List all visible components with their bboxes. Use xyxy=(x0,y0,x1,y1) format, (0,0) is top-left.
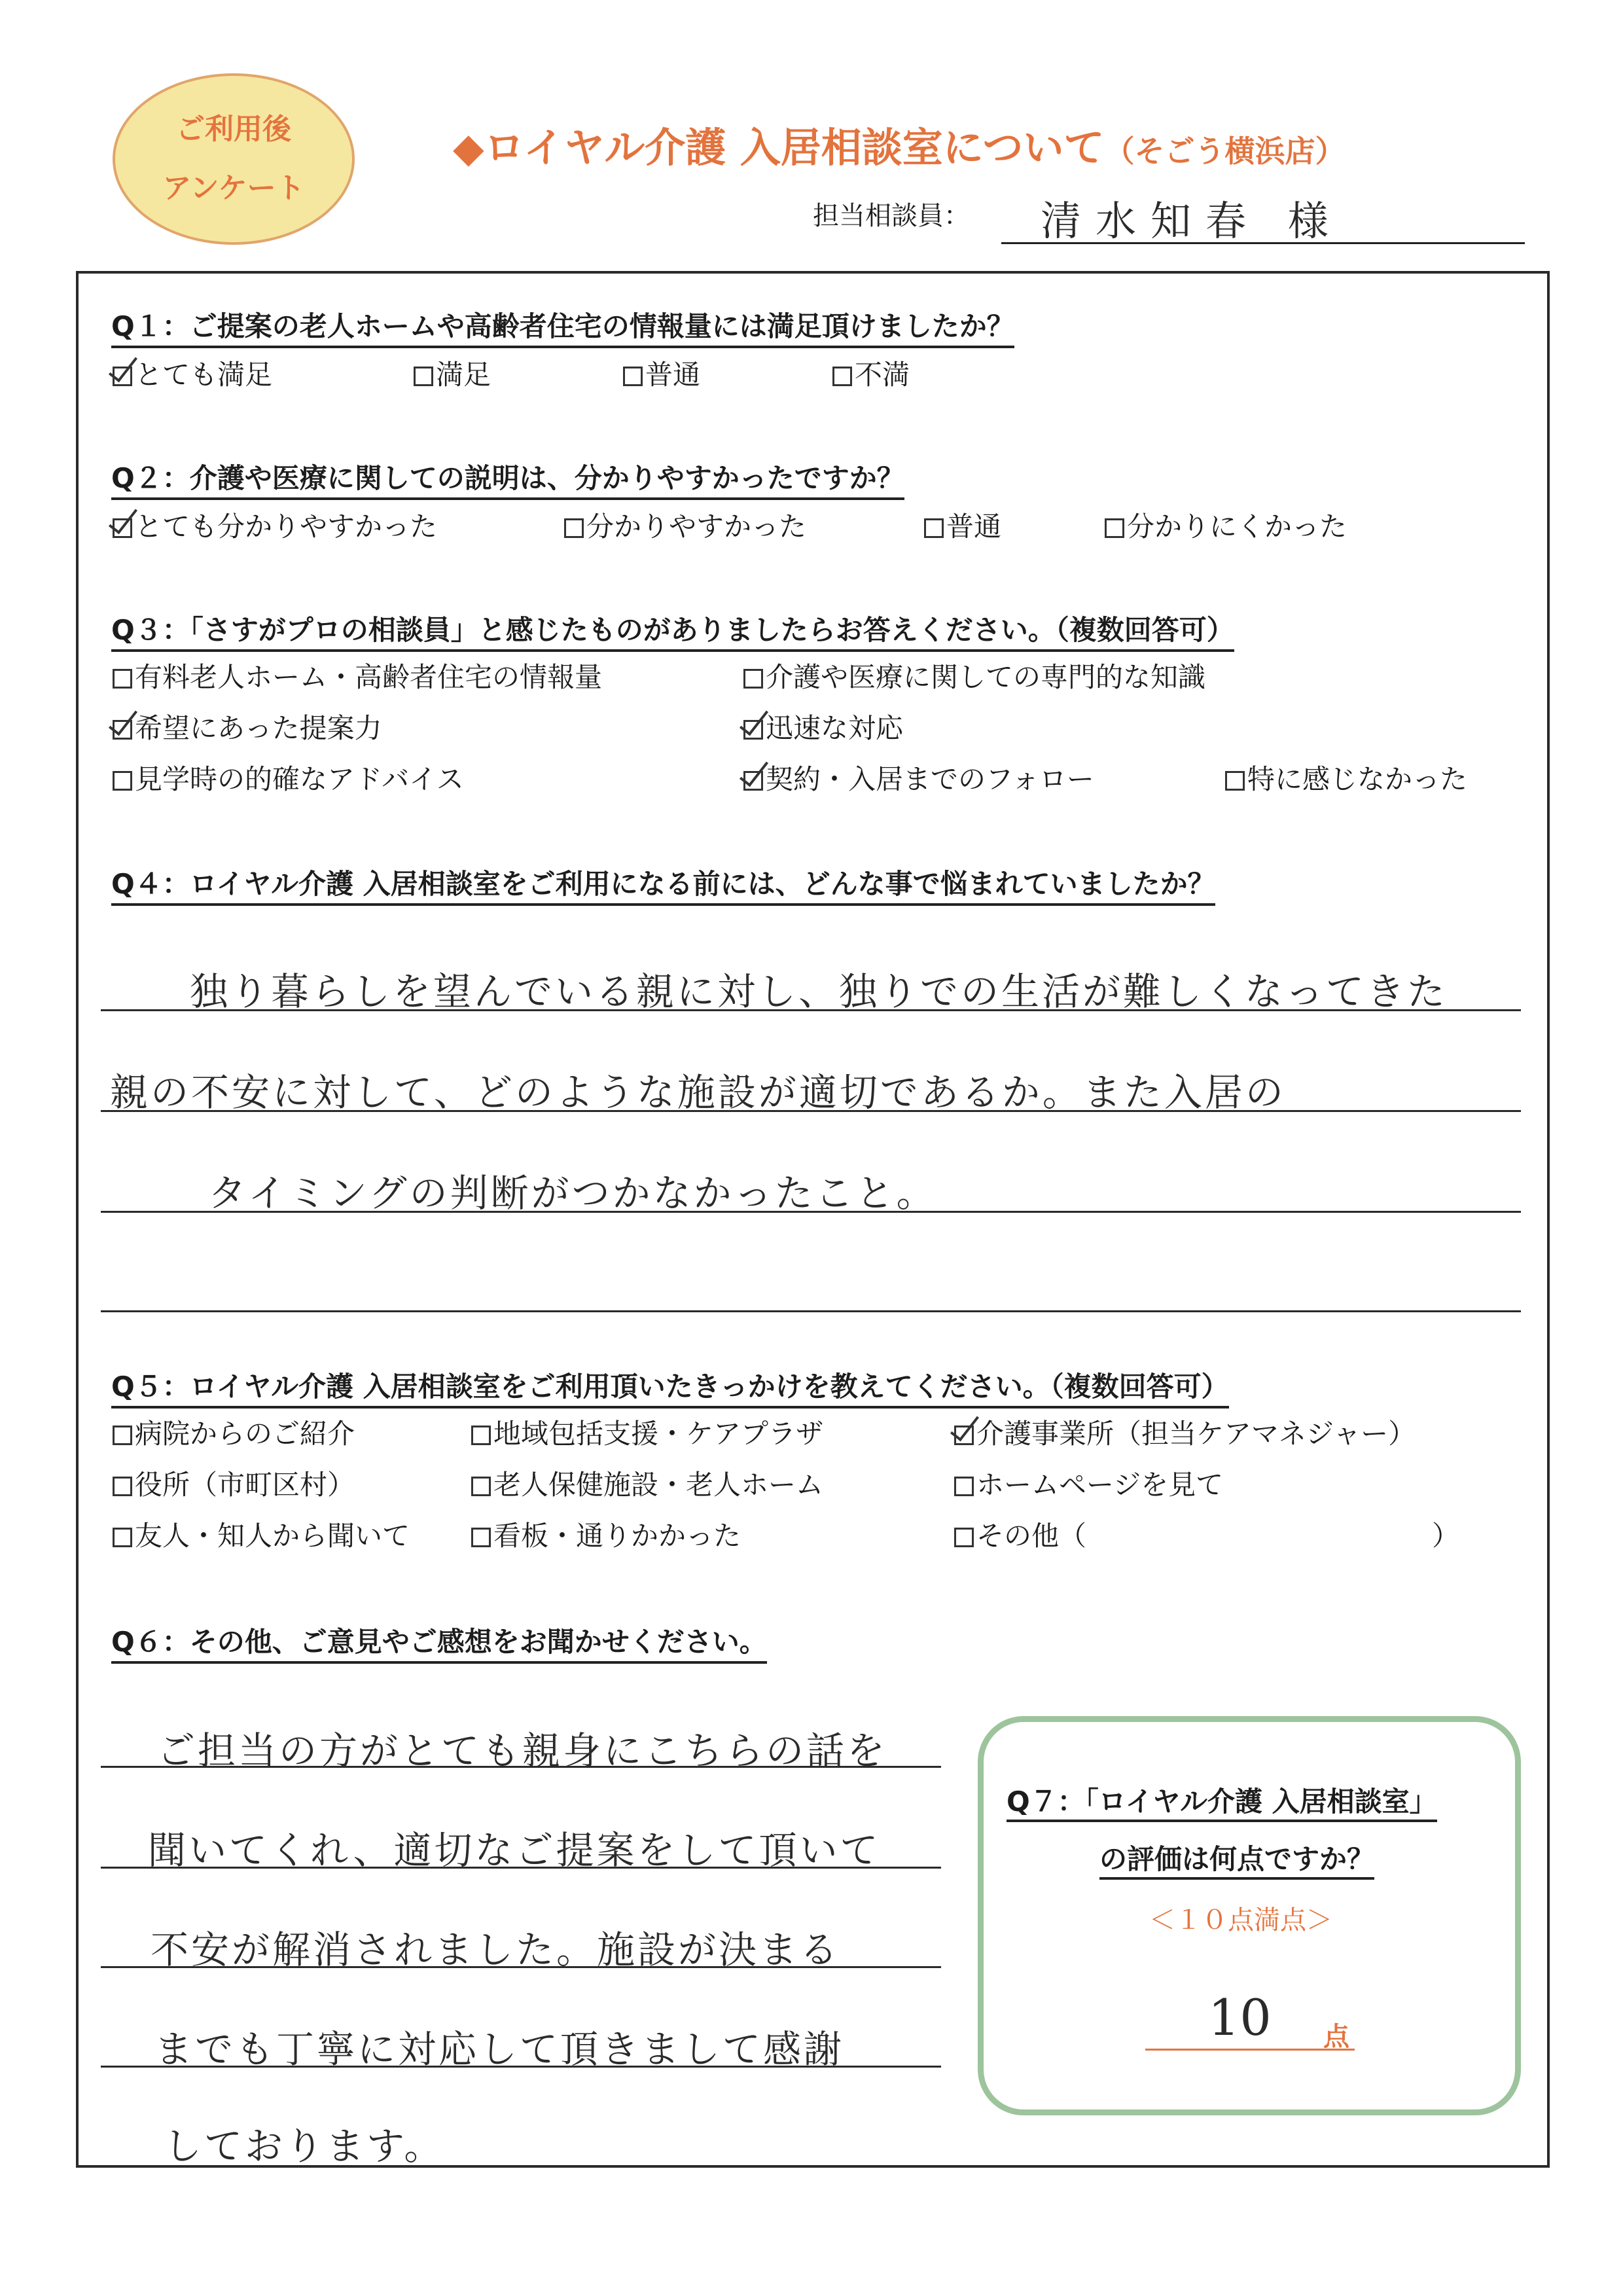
q4-rule-3 xyxy=(101,1211,1521,1213)
q4-rule-2 xyxy=(101,1110,1521,1112)
q2-option-unclear[interactable]: 分かりにくかった xyxy=(1105,511,1347,543)
q2-question: Q２：介護や医療に関しての説明は、分かりやすかったですか？ xyxy=(111,457,904,500)
checkbox-icon xyxy=(414,367,433,386)
checkbox-checked-icon xyxy=(113,720,132,740)
checkbox-icon xyxy=(924,518,944,538)
checkbox-icon xyxy=(564,518,584,538)
q6-answer-line2: 聞いてくれ、適切なご提案をして頂いて xyxy=(148,1828,881,1873)
q3-option-info-volume[interactable]: 有料老人ホーム・高齢者住宅の情報量 xyxy=(113,661,602,694)
checkbox-checked-icon xyxy=(113,518,132,538)
checkbox-checked-icon xyxy=(113,367,132,386)
page-title xyxy=(453,115,1346,173)
q7-question-line1: Q７：「ロイヤル介護 入居相談室」 xyxy=(1007,1780,1437,1822)
q3-question: Q３：「さすがプロの相談員」と感じたものがありましたらお答えください。（複数回答可） xyxy=(111,609,1234,652)
checkbox-icon xyxy=(954,1477,974,1496)
q5-option-other[interactable]: その他（ xyxy=(954,1520,1086,1552)
q4-rule-1 xyxy=(101,1009,1521,1011)
title-main: ◆ロイヤル介護 入居相談室について xyxy=(453,124,1105,171)
q6-answer-line5: しております。 xyxy=(164,2124,445,2168)
checkbox-icon xyxy=(743,669,763,689)
q5-option-nursing-facility[interactable]: 老人保健施設・老人ホーム xyxy=(471,1469,823,1501)
q4-answer-line3: タイミングの判断がつかなかったこと。 xyxy=(208,1171,937,1215)
q1-option-very-satisfied[interactable]: とても満足 xyxy=(113,359,272,391)
q1-question: Q１：ご提案の老人ホームや高齢者住宅の情報量には満足頂けましたか？ xyxy=(111,305,1014,348)
checkbox-icon xyxy=(1225,771,1245,791)
q5-option-care-office[interactable]: 介護事業所（担当ケアマネジャー） xyxy=(954,1418,1416,1450)
q4-question: Q４：ロイヤル介護 入居相談室をご利用になる前には、どんな事で悩まれていましたか？ xyxy=(111,863,1215,906)
q1-option-dissatisfied[interactable]: 不満 xyxy=(832,359,910,391)
q7-point-label: 点 xyxy=(1323,2022,1349,2052)
q3-option-expert-knowledge[interactable]: 介護や医療に関しての専門的な知識 xyxy=(743,661,1205,694)
checkbox-icon xyxy=(471,1477,491,1496)
q5-option-care-plaza[interactable]: 地域包括支援・ケアプラザ xyxy=(471,1418,823,1450)
checkbox-checked-icon xyxy=(743,720,763,740)
q5-question: Q５：ロイヤル介護 入居相談室をご利用頂いたきっかけを教えてください。（複数回答可） xyxy=(111,1365,1229,1408)
q3-option-tour-advice[interactable]: 見学時の的確なアドバイス xyxy=(113,763,464,796)
q6-rule-2 xyxy=(101,1867,941,1869)
checkbox-icon xyxy=(113,1528,132,1547)
q4-rule-4 xyxy=(101,1310,1521,1312)
checkbox-icon xyxy=(113,1477,132,1496)
q4-answer-line1: 独り暮らしを望んでいる親に対し、独りでの生活が難しくなってきた xyxy=(190,969,1448,1014)
q5-other-close-paren: ） xyxy=(1432,1520,1460,1552)
checkbox-icon xyxy=(113,771,132,791)
badge-line2: アンケート xyxy=(162,171,305,205)
q4-answer-line2: 親の不安に対して、どのような施設が適切であるか。また入居の xyxy=(110,1070,1286,1115)
checkbox-icon xyxy=(832,367,852,386)
q3-option-follow-up[interactable]: 契約・入居までのフォロー xyxy=(743,763,1094,796)
q5-option-signboard[interactable]: 看板・通りかかった xyxy=(471,1520,741,1552)
checkbox-icon xyxy=(471,1528,491,1547)
q2-option-normal[interactable]: 普通 xyxy=(924,511,1001,543)
q7-score: 10 xyxy=(1208,1988,1272,2047)
q2-option-clear[interactable]: 分かりやすかった xyxy=(564,511,806,543)
q7-question-line2: の評価は何点ですか？ xyxy=(1099,1838,1374,1880)
checkbox-icon xyxy=(623,367,643,386)
q1-option-satisfied[interactable]: 満足 xyxy=(414,359,491,391)
staff-name: 清水知春 様 xyxy=(1041,197,1343,245)
q5-option-friend[interactable]: 友人・知人から聞いて xyxy=(113,1520,410,1552)
q1-option-normal[interactable]: 普通 xyxy=(623,359,700,391)
badge-line1: ご利用後 xyxy=(176,113,291,146)
q6-rule-1 xyxy=(101,1766,941,1768)
checkbox-checked-icon xyxy=(743,771,763,791)
checkbox-icon xyxy=(113,669,132,689)
checkbox-icon xyxy=(113,1426,132,1445)
q6-question: Q６：その他、ご意見やご感想をお聞かせください。 xyxy=(111,1621,767,1664)
checkbox-icon xyxy=(471,1426,491,1445)
checkbox-icon xyxy=(1105,518,1124,538)
checkbox-icon xyxy=(954,1528,974,1547)
q3-option-none[interactable]: 特に感じなかった xyxy=(1225,763,1467,796)
staff-underline xyxy=(1001,242,1525,244)
staff-label: 担当相談員： xyxy=(813,201,970,231)
q3-option-quick-response[interactable]: 迅速な対応 xyxy=(743,712,903,745)
q5-option-city-office[interactable]: 役所（市町区村） xyxy=(113,1469,355,1501)
q5-option-homepage[interactable]: ホームページを見て xyxy=(954,1469,1223,1501)
q6-answer-line3: 不安が解消されました。施設が決まる xyxy=(151,1928,841,1972)
q7-perfect-score-note: ＜１０点満点＞ xyxy=(1149,1905,1332,1935)
title-sub: （そごう横浜店） xyxy=(1104,134,1346,169)
q3-option-proposal[interactable]: 希望にあった提案力 xyxy=(113,712,382,745)
q2-option-very-clear[interactable]: とても分かりやすかった xyxy=(113,511,437,543)
q6-rule-3 xyxy=(101,1966,941,1968)
checkbox-checked-icon xyxy=(954,1426,974,1445)
q6-rule-4 xyxy=(101,2066,941,2068)
survey-badge xyxy=(113,73,355,245)
q7-score-underline xyxy=(1145,2049,1355,2051)
q5-option-hospital[interactable]: 病院からのご紹介 xyxy=(113,1418,355,1450)
q6-answer-line4: までも丁寧に対応して頂きまして感謝 xyxy=(154,2027,845,2072)
q6-answer-line1: ご担当の方がとても親身にこちらの話を xyxy=(157,1729,888,1773)
